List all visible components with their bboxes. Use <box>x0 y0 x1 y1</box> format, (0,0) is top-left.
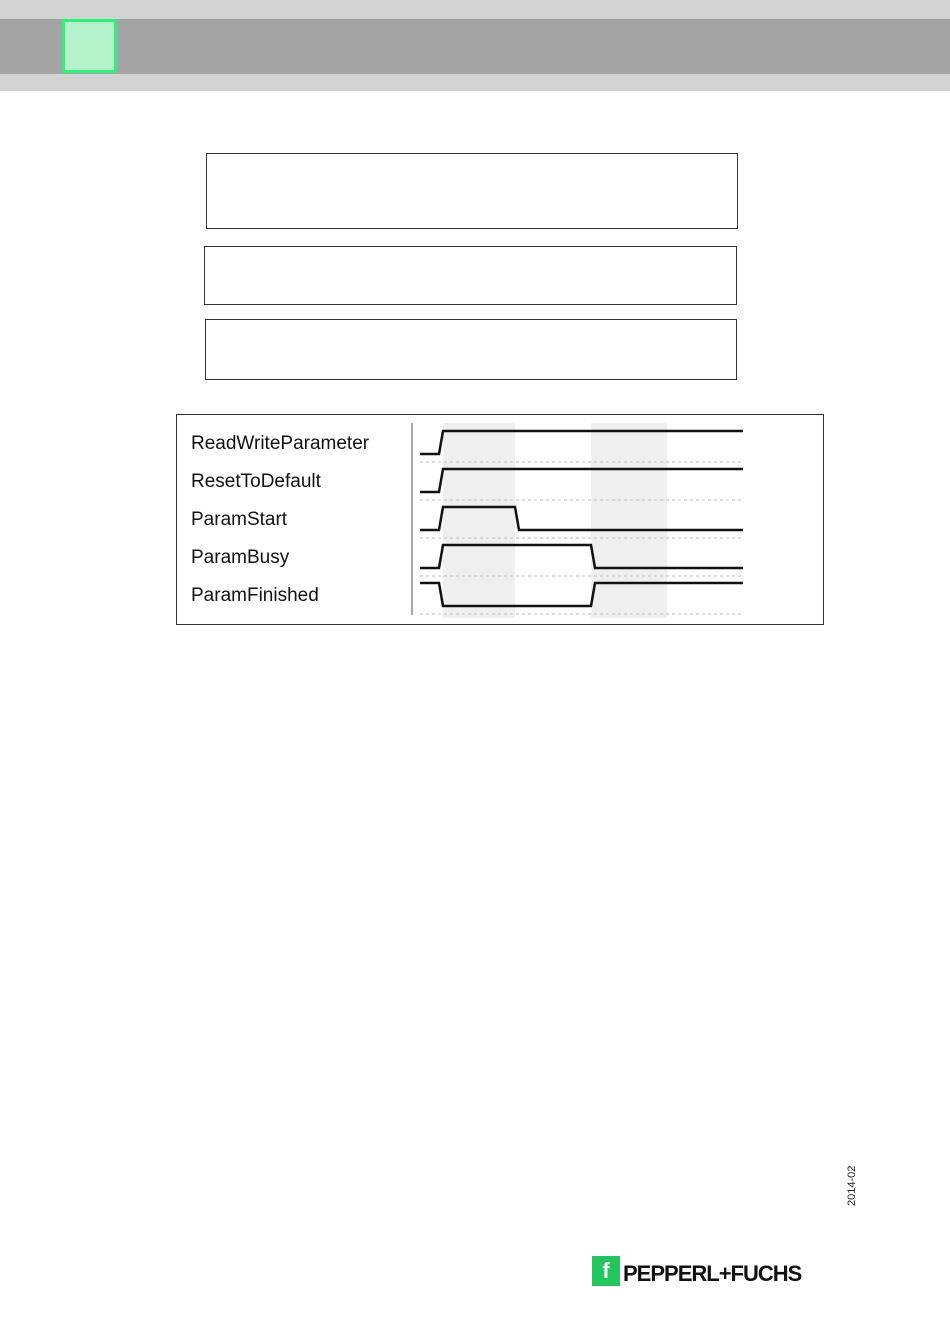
logo-text: PEPPERL+FUCHS <box>623 1261 802 1286</box>
header-top-band <box>0 0 950 19</box>
empty-frame-1 <box>206 153 738 229</box>
header-bar <box>0 19 950 74</box>
header-bottom-band <box>0 74 950 91</box>
phase-shade-1 <box>443 423 515 618</box>
empty-frame-3 <box>205 319 737 380</box>
logo-mark-icon: f <box>592 1256 620 1286</box>
timing-diagram-canvas <box>177 415 823 624</box>
signal-label: ParamStart <box>191 509 288 530</box>
signal-label: ParamFinished <box>191 585 319 606</box>
timing-diagram <box>176 414 824 625</box>
signal-label: ParamBusy <box>191 547 290 568</box>
signal-label: ReadWriteParameter <box>191 433 370 454</box>
date-code: 2014-02 <box>846 1165 858 1206</box>
chapter-marker <box>62 19 117 73</box>
phase-shade-2 <box>591 423 667 618</box>
signal-label: ResetToDefault <box>191 471 321 492</box>
empty-frame-2 <box>204 246 737 305</box>
